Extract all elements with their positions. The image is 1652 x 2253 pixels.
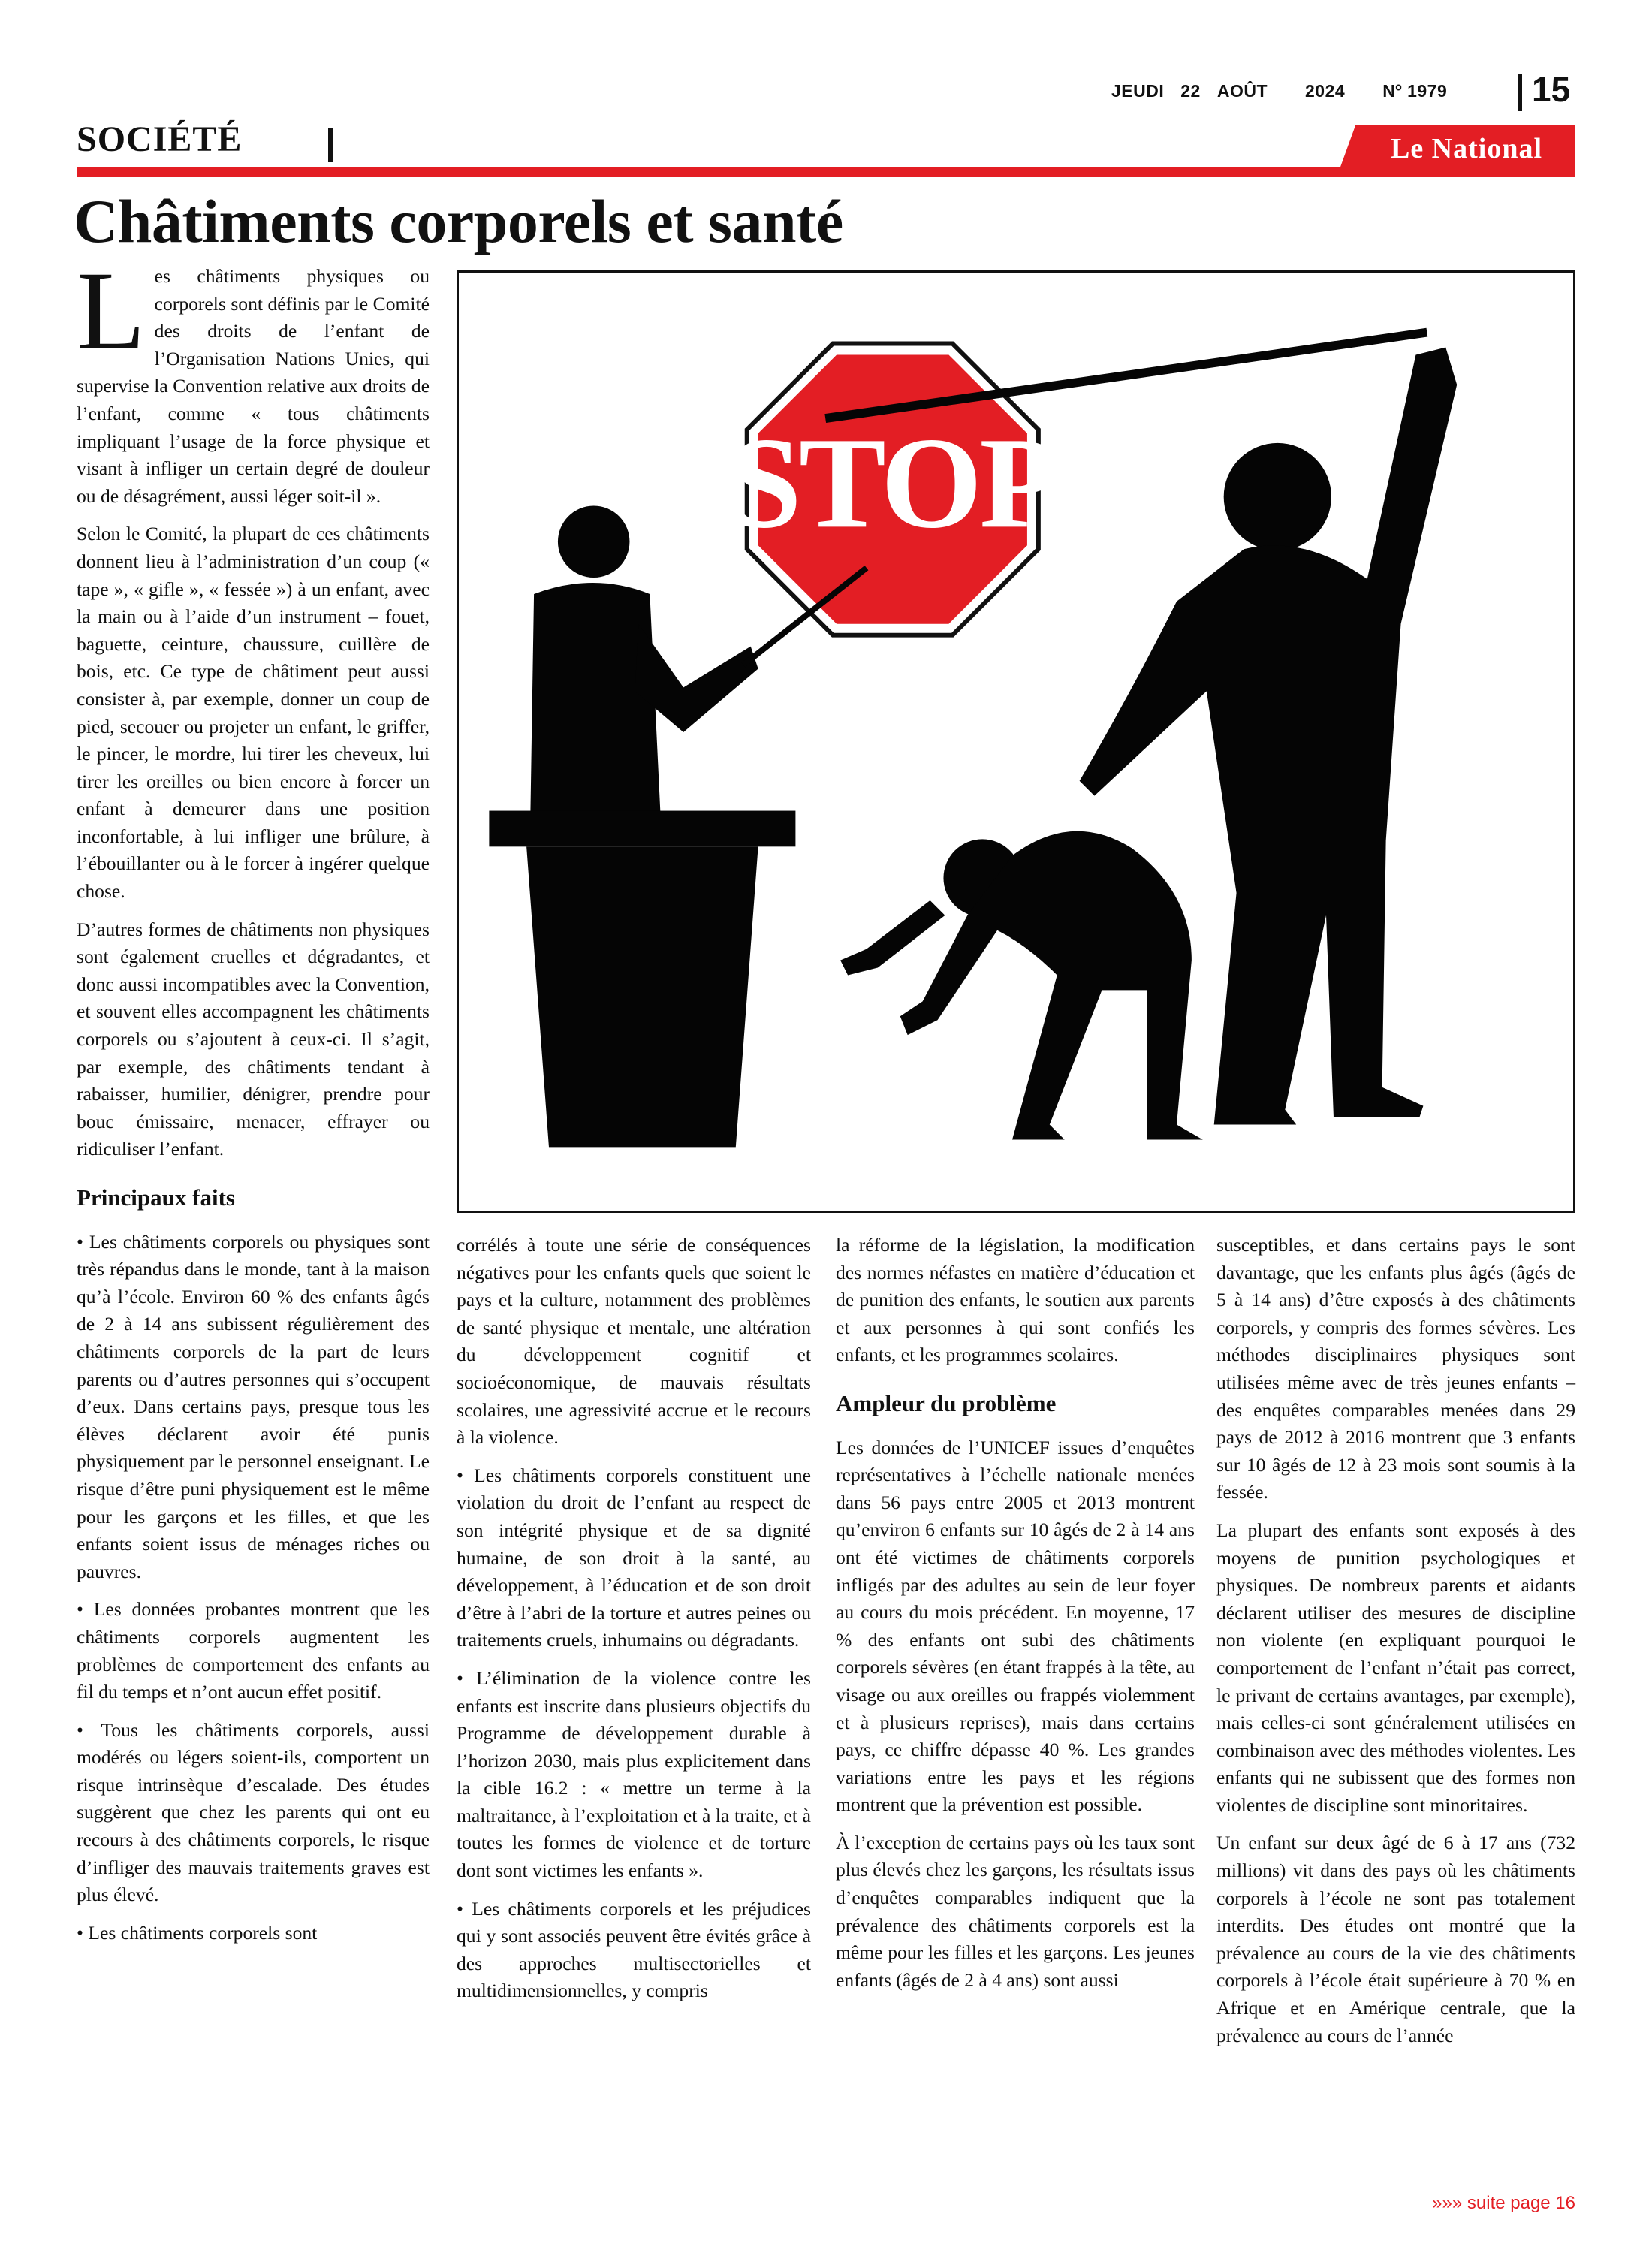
issue-month: AOÛT [1216, 81, 1268, 101]
article-column-4 [1216, 1232, 1575, 2060]
continued-link[interactable]: »»» suite page 16 [1432, 2193, 1575, 2213]
paragraph: corrélés à toute une série de conséquences négatives pour les enfants quels que soient le pays et la culture, notamment des problèmes de santé physique et mentale, une altération du développement cognitif et socioéconomique, de mauvais résultats scolaires, une agressivité accrue et le recours à la violence. [457, 1234, 811, 1449]
article-column-2 [457, 1232, 811, 2016]
section-title: SOCIÉTÉ [77, 119, 243, 159]
issue-year: 2024 [1305, 81, 1346, 101]
article-headline: Châtiments corporels et santé [74, 187, 843, 255]
bullet-item: • Tous les châtiments corporels, aussi modérés ou légers soient-ils, comportent un risque intrinsèque d’escalade. Des études suggèrent que chez les parents qui ont eu recours à des châtiments corporels, le risque d’infliger des mauvais traitements graves est plus élevé. [77, 1718, 430, 1906]
subheading-scope: Ampleur du problème [836, 1389, 1057, 1416]
paragraph: La plupart des enfants sont exposés à des moyens de punition psychologiques et physiques. De nombreux parents et aidants déclarent utiliser des mesures de discipline non violente (en expliquant pourquoi le comportement de l’enfant n’était pas correct, le privant de certains avantages, par exemple), mais celles-ci sont généralement utilisées en combinaison avec des méthodes violentes. Les enfants qui ne subissent que des formes non violentes de discipline sont minoritaires. [1216, 1519, 1575, 1816]
bullet-item: • Les châtiments corporels constituent une violation du droit de l’enfant au respect de son intégrité physique et de sa dignité humaine, de son droit à la santé, au développement, à l’éducation et de son droit d’être à l’abri de la torture et autres peines ou traitements cruels, inhumains ou dégradants. [457, 1464, 811, 1651]
drop-cap: L [77, 249, 146, 373]
article-column-1 [77, 249, 430, 1957]
paragraph: susceptibles, et dans certains pays le sont davantage, que les enfants plus âgés (âgés de 5 à 14 ans) d’être exposés à des châtiments corporels, y compris des formes sévères. Les méthodes disciplinaires physiques sont utilisées même avec de très jeunes enfants – des enquêtes comparables menées dans 29 pays de 2012 à 2016 montrent que 3 enfants sur 10 âgés de 12 à 23 mois sont soumis à la fessée. [1216, 1234, 1575, 1504]
teacher-silhouette [530, 506, 758, 826]
issue-day: JEUDI [1111, 81, 1165, 101]
paragraph: À l’exception de certains pays où les taux sont plus élevés chez les garçons, les résultats issus d’enquêtes comparables indiquent que la prévalence des châtiments corporels est la même pour les filles et les garçons. Les jeunes enfants (âgés de 2 à 4 ans) sont aussi [836, 1831, 1195, 1991]
child-silhouette [840, 831, 1203, 1140]
paragraph: D’autres formes de châtiments non physiques sont également cruelles et dégradantes, et donc aussi incompatibles avec la Convention, et souvent elles accompagnent les châtiments corporels ou s’ajoutent à ceux-ci. Il s’agit, par exemple, des châtiments tendant à rabaisser, humilier, dénigrer, prendre pour bouc émissaire, menacer, effrayer ou ridiculiser l’enfant. [77, 918, 430, 1160]
issue-number: Nº 1979 [1382, 81, 1448, 101]
paragraph: Les données de l’UNICEF issues d’enquêtes représentatives à l’échelle nationale menées dans 56 pays entre 2005 et 2013 montrent qu’environ 6 enfants sur 10 âgés de 2 à 14 ans ont été victimes de châtiments corporels infligés par des adultes au sein de leur foyer au cours du mois précédent. En moyenne, 17 % des enfants ont subi des châtiments corporels sévères (en étant frappés à la tête, au visage ou aux oreilles ou frappés violemment et à plusieurs reprises), mais dans certains pays, ce chiffre dépasse 40 %. Les grandes variations entre les pays et les régions montrent que la prévention est possible. [836, 1436, 1195, 1816]
issue-date: 22 [1180, 81, 1201, 101]
intro-text: es châtiments physiques ou corporels sont définis par le Comité des droits de l’enfant de l’Organisation Nations Unies, qui supervise la Convention relative aux droits de l’enfant, comme « tous châtiments impliquant l’usage de la force physique et visant à infliger un certain degré de douleur ou de désagrément, aussi léger soit-il ». [77, 265, 430, 507]
subheading-key-facts: Principaux faits [77, 1184, 235, 1211]
bullet-item: • Les données probantes montrent que les châtiments corporels augmentent les problèmes de comportement des enfants au fil du temps et n’ont aucun effet positif. [77, 1598, 430, 1703]
adult-silhouette [1080, 348, 1458, 1125]
article-column-3 [836, 1232, 1195, 2004]
stop-violence-illustration [457, 270, 1575, 1213]
page-number-divider [1518, 74, 1522, 111]
paragraph: Un enfant sur deux âgé de 6 à 17 ans (732 millions) vit dans des pays où les châtiments corporels à l’école ne sont pas totalement interdits. Des études ont montré que la prévalence au cours de la vie des châtiments corporels à l’école était supérieure à 70 % en Afrique et en Amérique centrale, que la prévalence au cours de l’année [1216, 1832, 1575, 2046]
bullet-item: • L’élimination de la violence contre les enfants est inscrite dans plusieurs objectifs du Programme de développement durable à l’horizon 2030, mais plus explicitement dans la cible 16.2 : « mettre un terme à la maltraitance, à l’exploitation et à la traite, et à toutes les formes de violence et de torture dont sont victimes les enfants ». [457, 1666, 811, 1882]
paragraph: Selon le Comité, la plupart de ces châtiments donnent lieu à l’administration d’un coup (« tape », « gifle », « fessée ») à un enfant, avec la main ou à l’aide d’un instrument – fouet, baguette, ceinture, chaussure, cuillère de bois, etc. Ce type de châtiment peut aussi consister à, par exemple, donner un coup de pied, secouer ou projeter un enfant, le griffer, le pincer, le mordre, lui tirer les cheveux, lui tirer les oreilles ou bien encore à forcer un enfant à demeurer dans une position inconfortable, à lui infliger une brûlure, à l’ébouillanter ou à le forcer à ingérer quelque chose. [77, 523, 430, 903]
bullet-item: • Les châtiments corporels sont [77, 1921, 318, 1944]
stop-sign-text: STOP [728, 410, 1057, 556]
issue-info [1111, 81, 1487, 101]
paragraph-intro [77, 249, 430, 510]
bullet-item: • Les châtiments corporels et les préjudices qui y sont associés peuvent être évités grâce à des approches multisectorielles et multidimensionnelles, y compris [457, 1897, 811, 2002]
bullet-item: • Les châtiments corporels ou physiques sont très répandus dans le monde, tant à la maison qu’à l’école. Environ 60 % des enfants âgés de 2 à 14 ans subissent régulièrement des châtiments corporels de la part de leurs parents ou d’autres personnes qui s’occupent d’eux. Dans certains pays, presque tous les élèves déclarent avoir été punis physiquement par le personnel enseignant. Le risque d’être puni physiquement est le même pour les garçons et les filles, et que les enfants soient issus de ménages riches ou pauvres. [77, 1230, 430, 1582]
paragraph: la réforme de la législation, la modification des normes néfastes en matière d’éducation et de punition des enfants, le soutien aux parents et aux personnes à qui sont confiés les enfants, et les programmes scolaires. [836, 1234, 1195, 1366]
lectern [489, 811, 795, 1148]
section-divider [328, 128, 333, 162]
brand-name: Le National [1390, 133, 1543, 164]
page-number: 15 [1532, 70, 1571, 109]
